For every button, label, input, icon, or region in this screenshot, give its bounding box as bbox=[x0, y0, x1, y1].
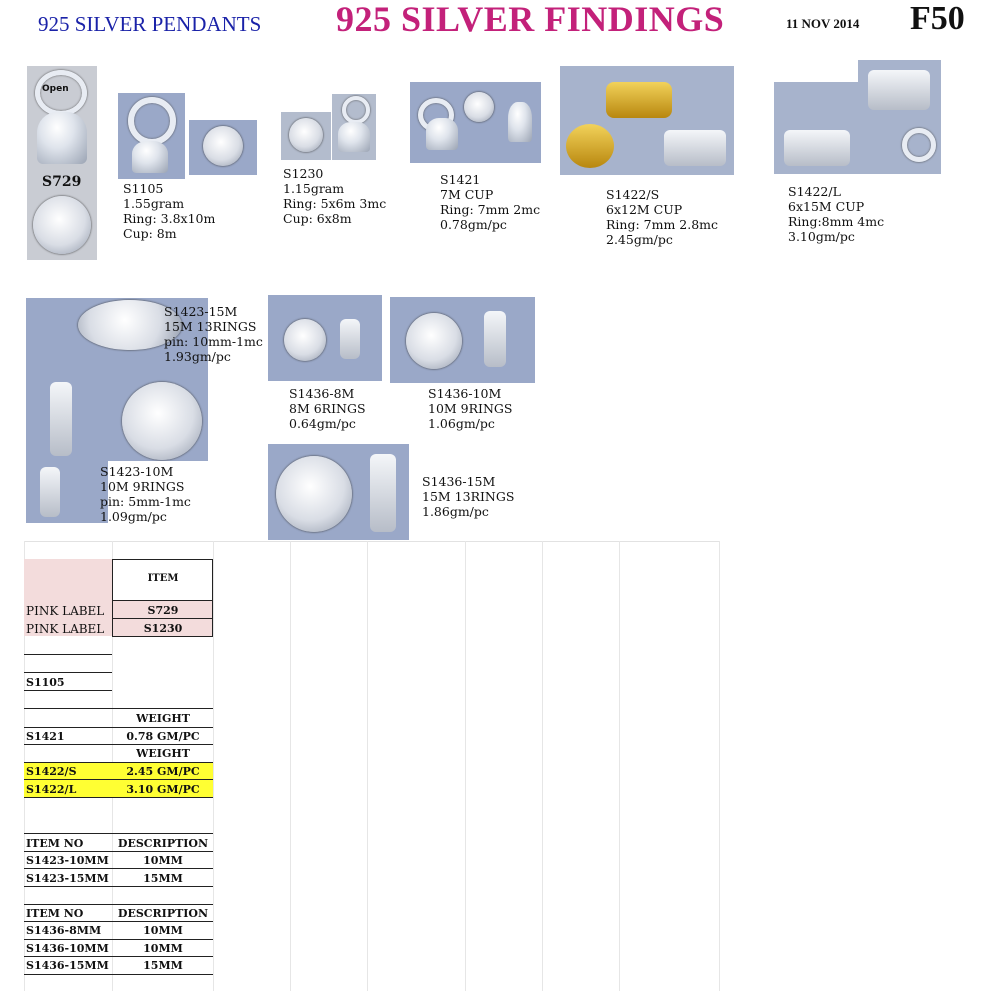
s1422s-weight: 2.45gm/pc bbox=[606, 232, 673, 247]
label-s1423-10 bbox=[100, 464, 191, 524]
g2-row1-desc: 10MM bbox=[143, 924, 183, 937]
s1422l-weight-cell: 3.10 GM/PC bbox=[126, 783, 200, 796]
rule bbox=[24, 833, 213, 834]
rule bbox=[113, 618, 213, 619]
g2-item-header: ITEM NO bbox=[26, 907, 84, 920]
s1422s-gold-bail-shape bbox=[566, 124, 614, 168]
s1422l-item-cell: S1422/L bbox=[26, 783, 77, 796]
rule bbox=[24, 956, 213, 957]
g2-row2-desc: 10MM bbox=[143, 942, 183, 955]
s1436-15-code: S1436-15M bbox=[422, 474, 496, 489]
s1422l-ring-shape bbox=[902, 128, 936, 162]
pink-item-1: S729 bbox=[147, 604, 179, 617]
photo-s1436-10 bbox=[390, 297, 535, 383]
sheet-grid-col bbox=[619, 541, 620, 991]
s729-disc-shape bbox=[33, 196, 91, 254]
g1-row2-item: S1423-15MM bbox=[26, 872, 109, 885]
s1421-cup-shape-2 bbox=[508, 102, 532, 142]
label-s1436-8 bbox=[289, 386, 366, 431]
s1436-10-weight: 1.06gm/pc bbox=[428, 416, 495, 431]
sheet-grid-col bbox=[367, 541, 368, 991]
g2-row3-desc: 15MM bbox=[143, 959, 183, 972]
rule bbox=[113, 600, 213, 601]
s1423-15-front-shape bbox=[122, 382, 202, 460]
s1423-10-shape bbox=[40, 467, 60, 517]
sheet-grid-top-line bbox=[24, 541, 720, 542]
s1421-cup: 7M CUP bbox=[440, 187, 494, 202]
s1421-item-cell: S1421 bbox=[26, 730, 65, 743]
s1105-cell: S1105 bbox=[26, 676, 65, 689]
header-date: 11 NOV 2014 bbox=[786, 16, 860, 31]
header-page-code: F50 bbox=[910, 0, 965, 37]
g1-row1-desc: 10MM bbox=[143, 854, 183, 867]
photo-s1422l-top bbox=[858, 60, 941, 120]
s1421-cup-shape-1 bbox=[426, 118, 458, 150]
photo-s1436-15 bbox=[268, 444, 409, 540]
rule bbox=[24, 921, 213, 922]
s1436-8-rings: 8M 6RINGS bbox=[289, 401, 366, 416]
s1105-ring: Ring: 3.8x10m bbox=[123, 211, 216, 226]
s1422l-bead-shape bbox=[868, 70, 930, 110]
s1422s-item-cell: S1422/S bbox=[26, 765, 77, 778]
s1436-15-weight: 1.86gm/pc bbox=[422, 504, 489, 519]
s1436-8-code: S1436-8M bbox=[289, 386, 355, 401]
s1423-15-side-shape bbox=[50, 382, 72, 456]
s1422s-silver-bail-shape bbox=[664, 130, 726, 166]
label-s1422s bbox=[606, 187, 718, 247]
label-s1436-15 bbox=[422, 474, 514, 519]
sheet-grid-col bbox=[465, 541, 466, 991]
rule bbox=[24, 744, 213, 745]
label-s1422l bbox=[788, 184, 884, 244]
s1230-code: S1230 bbox=[283, 166, 324, 181]
pink-label-2: PINK LABEL bbox=[26, 622, 105, 636]
photo-s1436-8 bbox=[268, 295, 382, 381]
photo-s1105-top bbox=[189, 120, 257, 175]
rule bbox=[24, 708, 213, 709]
rule bbox=[24, 904, 213, 905]
sheet-grid-col bbox=[213, 541, 214, 991]
s1423-15-weight: 1.93gm/pc bbox=[164, 349, 231, 364]
rule bbox=[24, 654, 112, 655]
s729-open-label: Open bbox=[42, 84, 69, 94]
s1230-ring-shape bbox=[342, 96, 370, 124]
s1422l-bail-shape bbox=[784, 130, 850, 166]
rule bbox=[24, 939, 213, 940]
rule bbox=[24, 762, 213, 763]
g1-row2-desc: 15MM bbox=[143, 872, 183, 885]
s1422s-cup: 6x12M CUP bbox=[606, 202, 683, 217]
s729-code: S729 bbox=[42, 174, 82, 190]
s1436-8-front-shape bbox=[284, 319, 326, 361]
s1421-weight-cell: 0.78 GM/PC bbox=[126, 730, 200, 743]
s1421-code: S1421 bbox=[440, 172, 481, 187]
s1436-8-side-shape bbox=[340, 319, 360, 359]
photo-s1423-10 bbox=[26, 461, 108, 523]
s1423-10-pin: pin: 5mm-1mc bbox=[100, 494, 191, 509]
s1436-10-rings: 10M 9RINGS bbox=[428, 401, 513, 416]
weight-header-1: WEIGHT bbox=[136, 712, 190, 725]
s1436-10-side-shape bbox=[484, 311, 506, 367]
s1436-15-rings: 15M 13RINGS bbox=[422, 489, 515, 504]
s1105-disc-shape bbox=[203, 126, 243, 166]
g1-item-header: ITEM NO bbox=[26, 837, 84, 850]
weight-header-2: WEIGHT bbox=[136, 747, 190, 760]
photo-s729 bbox=[27, 66, 97, 260]
rule bbox=[24, 672, 112, 673]
g2-row3-item: S1436-15MM bbox=[26, 959, 109, 972]
label-s1105 bbox=[123, 181, 215, 241]
s1230-cup: Cup: 6x8m bbox=[283, 211, 352, 226]
s1423-10-weight: 1.09gm/pc bbox=[100, 509, 167, 524]
header-findings-title: 925 SILVER FINDINGS bbox=[336, 0, 725, 39]
g2-row1-item: S1436-8MM bbox=[26, 924, 102, 937]
photo-s1230 bbox=[281, 112, 331, 160]
s1423-15-pin: pin: 10mm-1mc bbox=[164, 334, 263, 349]
s1422l-weight: 3.10gm/pc bbox=[788, 229, 855, 244]
s1436-8-weight: 0.64gm/pc bbox=[289, 416, 356, 431]
s1421-disc-shape bbox=[464, 92, 494, 122]
photo-s1421 bbox=[410, 82, 541, 163]
s1436-15-front-shape bbox=[276, 456, 352, 532]
rule bbox=[24, 886, 213, 887]
sheet-grid-col bbox=[542, 541, 543, 991]
rule bbox=[24, 797, 213, 798]
item-header: ITEM bbox=[147, 573, 179, 584]
rule bbox=[24, 727, 213, 728]
s1105-ring-shape bbox=[128, 97, 176, 145]
sheet-grid-col bbox=[719, 541, 720, 991]
pink-label-1: PINK LABEL bbox=[26, 604, 105, 618]
header-pendants-title: 925 SILVER PENDANTS bbox=[38, 12, 262, 36]
s1422l-ring: Ring:8mm 4mc bbox=[788, 214, 885, 229]
s729-cup-shape bbox=[37, 112, 87, 164]
s1105-weight: 1.55gram bbox=[123, 196, 185, 211]
label-s1436-10 bbox=[428, 386, 512, 431]
g2-desc-header: DESCRIPTION bbox=[117, 907, 209, 920]
rule bbox=[113, 636, 213, 637]
s1422s-weight-cell: 2.45 GM/PC bbox=[126, 765, 200, 778]
s1422l-code: S1422/L bbox=[788, 184, 841, 199]
photo-s1422l-side bbox=[858, 120, 941, 174]
s1422l-cup: 6x15M CUP bbox=[788, 199, 865, 214]
s1230-weight: 1.15gram bbox=[283, 181, 345, 196]
rule bbox=[24, 851, 213, 852]
s1421-weight: 0.78gm/pc bbox=[440, 217, 507, 232]
label-s1421 bbox=[440, 172, 540, 232]
s1423-10-rings: 10M 9RINGS bbox=[100, 479, 185, 494]
g2-row2-item: S1436-10MM bbox=[26, 942, 109, 955]
photo-s1105 bbox=[118, 93, 185, 179]
rule bbox=[24, 779, 213, 780]
s1105-cup-shape bbox=[132, 141, 168, 173]
pink-item-2: S1230 bbox=[143, 622, 183, 635]
s1421-ring: Ring: 7mm 2mc bbox=[440, 202, 541, 217]
rule bbox=[24, 690, 112, 691]
s1423-15-rings: 15M 13RINGS bbox=[164, 319, 257, 334]
rule bbox=[24, 974, 213, 975]
g1-desc-header: DESCRIPTION bbox=[117, 837, 209, 850]
rule bbox=[24, 868, 213, 869]
sheet-grid-col bbox=[290, 541, 291, 991]
s1436-15-side-shape bbox=[370, 454, 396, 532]
s1436-10-front-shape bbox=[406, 313, 462, 369]
s1230-ring: Ring: 5x6m 3mc bbox=[283, 196, 387, 211]
s1105-cup: Cup: 8m bbox=[123, 226, 177, 241]
s1423-15-code: S1423-15M bbox=[164, 304, 238, 319]
s1230-cup-shape bbox=[338, 122, 370, 152]
s1436-10-code: S1436-10M bbox=[428, 386, 502, 401]
photo-s1230-side bbox=[332, 94, 376, 160]
photo-s1422l bbox=[774, 82, 859, 174]
s1422s-code: S1422/S bbox=[606, 187, 660, 202]
photo-s1422s bbox=[560, 66, 734, 175]
s1422s-gold-bead-shape bbox=[606, 82, 672, 118]
s1422s-ring: Ring: 7mm 2.8mc bbox=[606, 217, 719, 232]
label-s1230 bbox=[283, 166, 386, 226]
s1423-10-code: S1423-10M bbox=[100, 464, 174, 479]
label-s1423-15 bbox=[164, 304, 263, 364]
s1230-disc-shape bbox=[289, 118, 323, 152]
g1-row1-item: S1423-10MM bbox=[26, 854, 109, 867]
rule bbox=[113, 559, 213, 560]
s1105-code: S1105 bbox=[123, 181, 164, 196]
